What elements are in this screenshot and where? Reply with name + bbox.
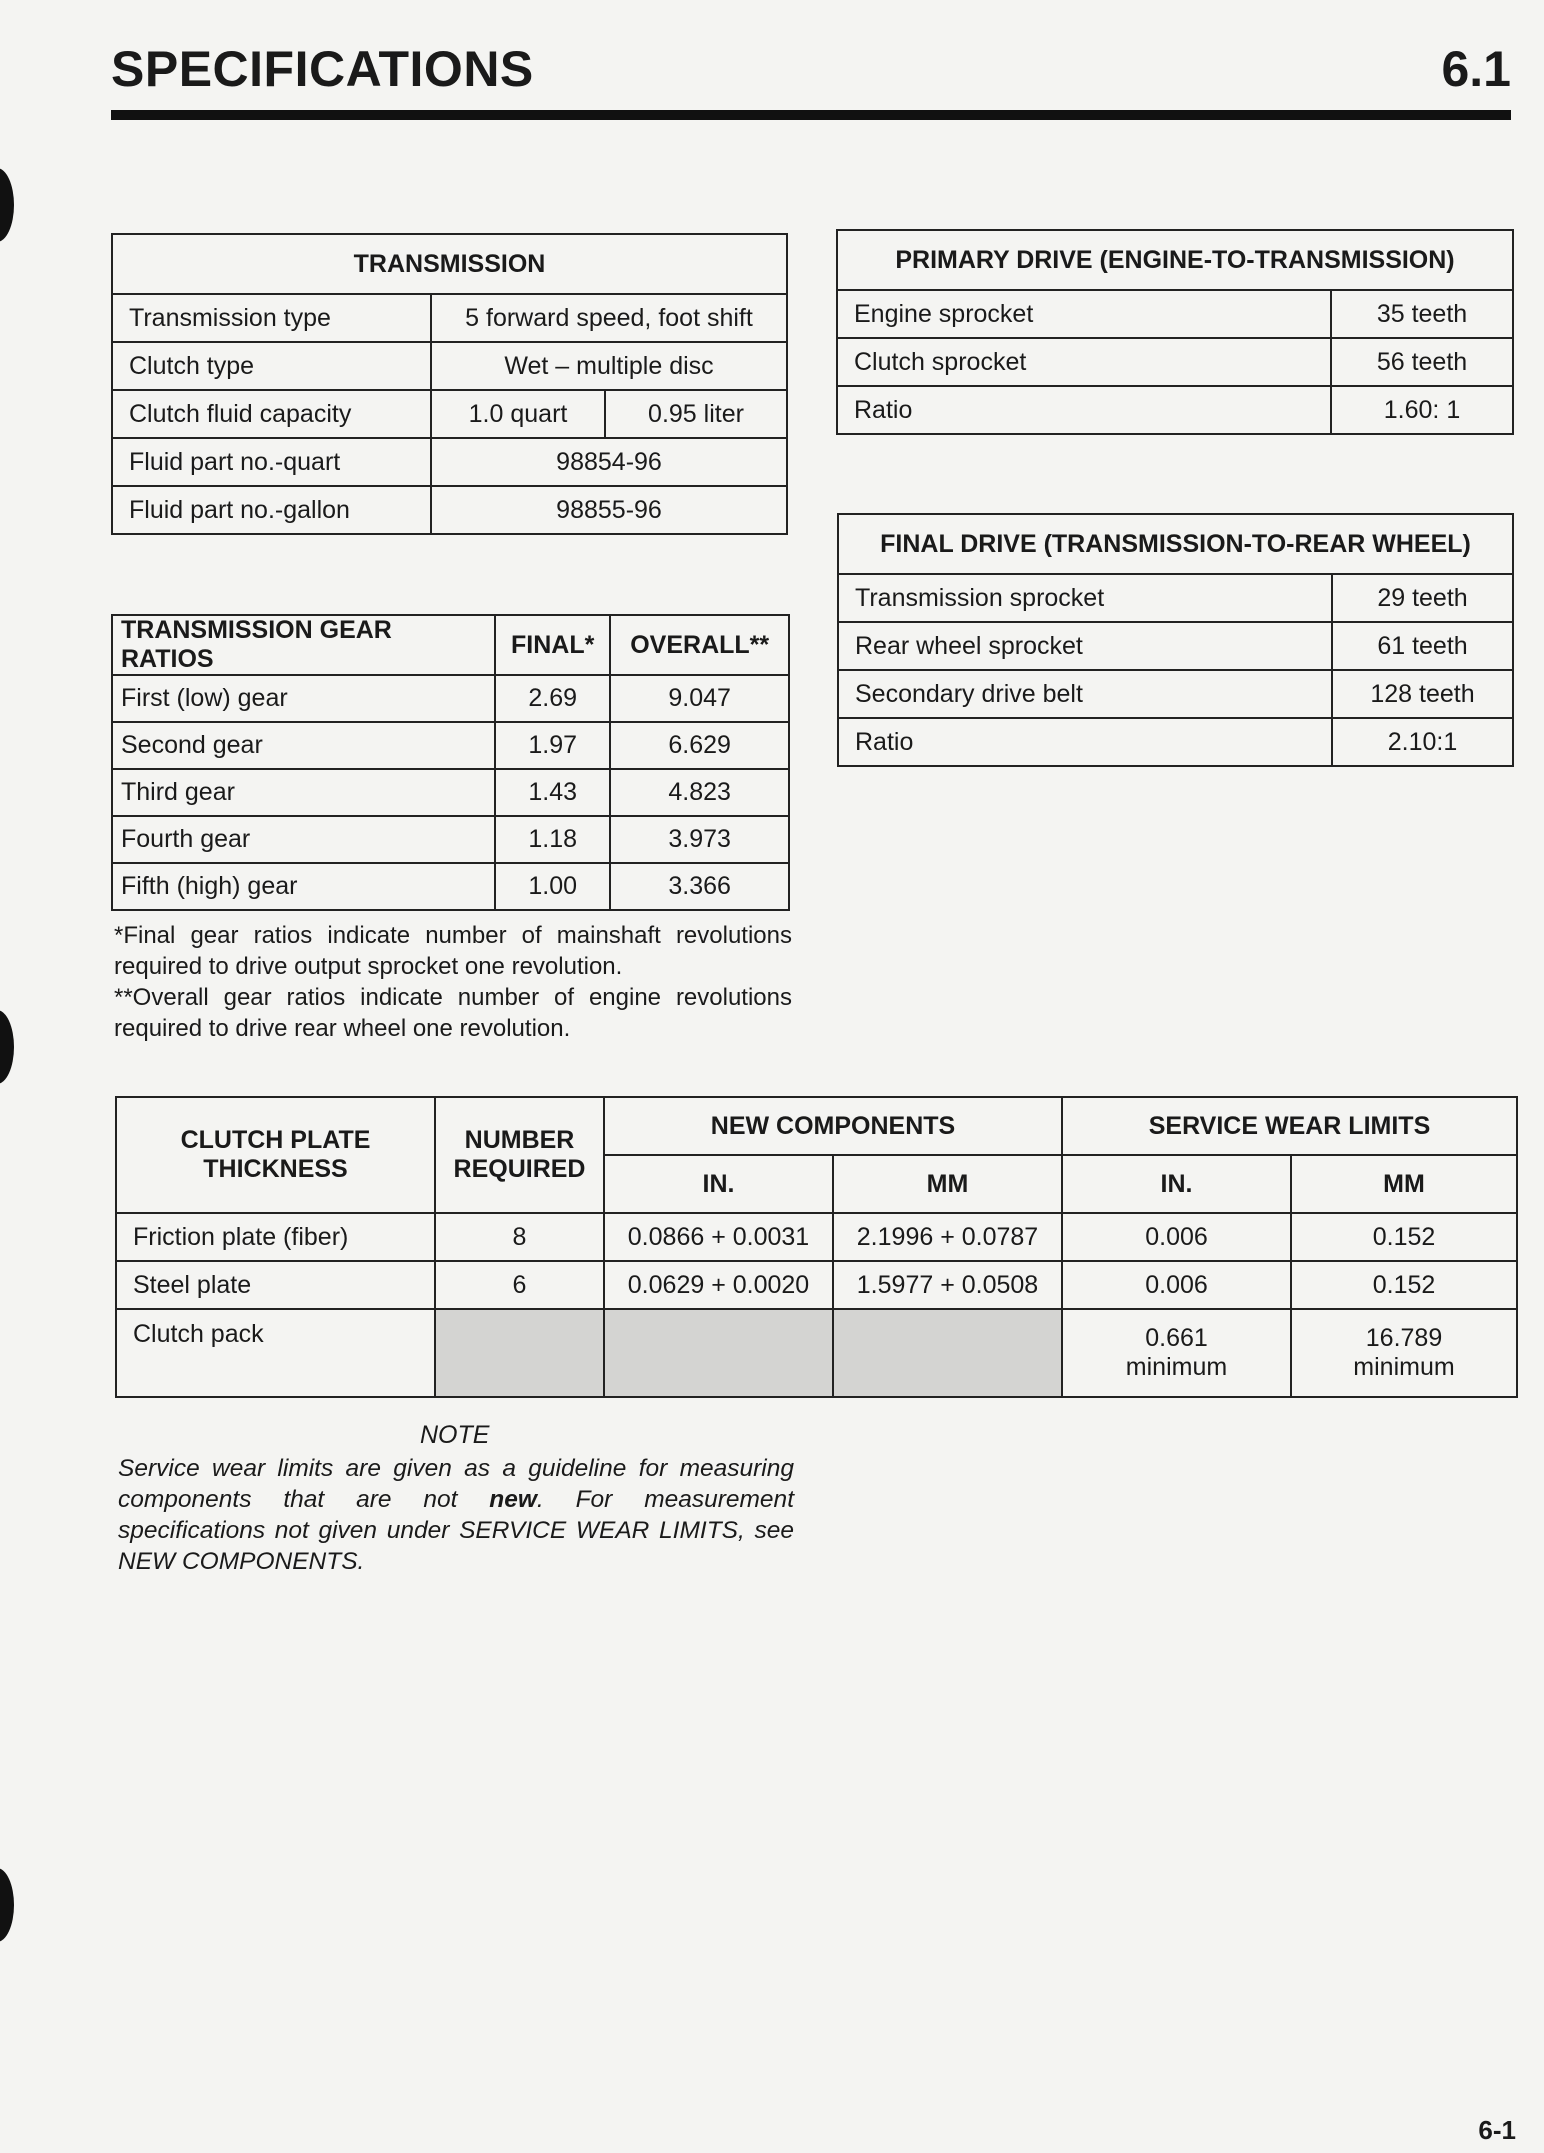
final-drive-table <box>837 513 1514 767</box>
limit-mm-value <box>1291 1309 1517 1397</box>
gear-ratio-table <box>111 614 790 911</box>
overall-ratio: 4.823 <box>610 769 789 816</box>
binder-hole-bottom <box>0 1868 14 1942</box>
limit-mm-value: 0.152 <box>1291 1261 1517 1309</box>
overall-ratio: 3.366 <box>610 863 789 910</box>
spec-value: 2.10:1 <box>1332 718 1513 766</box>
table-row <box>112 675 789 722</box>
plate-name: Steel plate <box>116 1261 435 1309</box>
limit-in-value: 0.006 <box>1062 1261 1291 1309</box>
limit-in-value <box>1062 1309 1291 1397</box>
final-ratio: 1.97 <box>495 722 610 769</box>
page-number: 6-1 <box>1478 2115 1516 2145</box>
spec-label: Engine sprocket <box>837 290 1331 338</box>
spec-label: Clutch type <box>112 342 431 390</box>
note-body <box>118 1453 794 1577</box>
table-row <box>112 438 787 486</box>
overall-ratio: 9.047 <box>610 675 789 722</box>
pack-limit-in: 0.661 <box>1145 1324 1208 1352</box>
plate-number: 6 <box>435 1261 604 1309</box>
spec-label: Fluid part no.-gallon <box>112 486 431 534</box>
footnote-overall: **Overall gear ratios indicate number of engine revolutions required to drive rear wheel one revolution. <box>114 984 792 1042</box>
table-row <box>112 486 787 534</box>
note-text: . For measurement specifications not given under SERVICE WEAR LIMITS, see NEW COMPONENTS. <box>118 1486 794 1575</box>
final-drive-title: FINAL DRIVE (TRANSMISSION-TO-REAR WHEEL) <box>838 514 1513 574</box>
spec-value: 56 teeth <box>1331 338 1513 386</box>
table-row <box>837 386 1513 434</box>
spec-label: Transmission sprocket <box>838 574 1332 622</box>
final-ratio: 1.43 <box>495 769 610 816</box>
plate-name: Clutch pack <box>116 1309 435 1397</box>
pack-limit-mm: 16.789 <box>1365 1324 1443 1352</box>
new-mm-header: MM <box>833 1155 1062 1213</box>
spec-label: Clutch sprocket <box>837 338 1331 386</box>
plate-number: 8 <box>435 1213 604 1261</box>
limit-in-value: 0.006 <box>1062 1213 1291 1261</box>
table-row <box>838 670 1513 718</box>
new-in-header: IN. <box>604 1155 833 1213</box>
final-ratio: 1.18 <box>495 816 610 863</box>
header-rule <box>111 110 1511 120</box>
spec-label: Ratio <box>838 718 1332 766</box>
spec-label: Fluid part no.-quart <box>112 438 431 486</box>
service-wear-limits-header: SERVICE WEAR LIMITS <box>1062 1097 1517 1155</box>
table-row <box>116 1261 1517 1309</box>
new-in-value: 0.0629 + 0.0020 <box>604 1261 833 1309</box>
table-row <box>112 294 787 342</box>
table-row <box>837 338 1513 386</box>
shaded-cell <box>604 1309 833 1397</box>
transmission-title: TRANSMISSION <box>112 234 787 294</box>
table-row <box>112 769 789 816</box>
new-components-header: NEW COMPONENTS <box>604 1097 1062 1155</box>
final-column-header: FINAL* <box>495 615 610 675</box>
table-row <box>837 290 1513 338</box>
overall-column-header: OVERALL** <box>610 615 789 675</box>
spec-value: 35 teeth <box>1331 290 1513 338</box>
table-row <box>838 718 1513 766</box>
new-mm-value: 2.1996 + 0.0787 <box>833 1213 1062 1261</box>
spec-value: Wet – multiple disc <box>431 342 787 390</box>
note-title: NOTE <box>420 1421 490 1449</box>
table-row <box>838 622 1513 670</box>
new-mm-value: 1.5977 + 0.0508 <box>833 1261 1062 1309</box>
table-row <box>112 816 789 863</box>
spec-label: Secondary drive belt <box>838 670 1332 718</box>
limit-mm-value: 0.152 <box>1291 1213 1517 1261</box>
number-header-line1: NUMBER <box>464 1126 575 1154</box>
table-row <box>112 863 789 910</box>
table-row <box>116 1213 1517 1261</box>
final-ratio: 2.69 <box>495 675 610 722</box>
table-row <box>112 722 789 769</box>
final-ratio: 1.00 <box>495 863 610 910</box>
spec-label: Clutch fluid capacity <box>112 390 431 438</box>
gear-label: First (low) gear <box>112 675 495 722</box>
limit-mm-header: MM <box>1291 1155 1517 1213</box>
overall-ratio: 3.973 <box>610 816 789 863</box>
number-required-header <box>435 1097 604 1213</box>
shaded-cell <box>435 1309 604 1397</box>
spec-label: Transmission type <box>112 294 431 342</box>
primary-drive-title: PRIMARY DRIVE (ENGINE-TO-TRANSMISSION) <box>837 230 1513 290</box>
clutch-plate-header-line2: THICKNESS <box>203 1155 348 1183</box>
plate-name: Friction plate (fiber) <box>116 1213 435 1261</box>
spec-value: 98854-96 <box>431 438 787 486</box>
spec-value-metric: 0.95 liter <box>605 390 787 438</box>
note-text: Service wear limits are given as a guideline for measuring components that are not <box>118 1455 794 1513</box>
binder-hole-middle <box>0 1010 14 1084</box>
footnote-final: *Final gear ratios indicate number of mainshaft revolutions required to drive output sprocket one revolution. <box>114 922 792 980</box>
page-title: SPECIFICATIONS <box>111 41 534 97</box>
shaded-cell <box>833 1309 1062 1397</box>
spec-value: 5 forward speed, foot shift <box>431 294 787 342</box>
transmission-table <box>111 233 788 535</box>
limit-in-header: IN. <box>1062 1155 1291 1213</box>
clutch-plate-header <box>116 1097 435 1213</box>
pack-limit-qualifier: minimum <box>1353 1353 1455 1381</box>
gear-label: Fifth (high) gear <box>112 863 495 910</box>
gear-column-header: TRANSMISSION GEAR RATIOS <box>112 615 495 675</box>
note-emphasis: new <box>489 1486 537 1513</box>
clutch-plate-table <box>115 1096 1518 1398</box>
spec-value: 98855-96 <box>431 486 787 534</box>
spec-value-us: 1.0 quart <box>431 390 605 438</box>
spec-value: 29 teeth <box>1332 574 1513 622</box>
spec-value: 61 teeth <box>1332 622 1513 670</box>
spec-label: Ratio <box>837 386 1331 434</box>
table-row <box>112 390 787 438</box>
table-row <box>116 1309 1517 1397</box>
gear-label: Fourth gear <box>112 816 495 863</box>
spec-value: 1.60: 1 <box>1331 386 1513 434</box>
new-in-value: 0.0866 + 0.0031 <box>604 1213 833 1261</box>
section-number: 6.1 <box>1441 41 1511 97</box>
clutch-plate-header-line1: CLUTCH PLATE <box>180 1126 371 1154</box>
spec-value: 128 teeth <box>1332 670 1513 718</box>
table-row <box>112 342 787 390</box>
binder-hole-top <box>0 168 14 242</box>
primary-drive-table <box>836 229 1514 435</box>
overall-ratio: 6.629 <box>610 722 789 769</box>
page-header <box>111 40 1511 120</box>
table-row <box>838 574 1513 622</box>
pack-limit-qualifier: minimum <box>1125 1353 1228 1381</box>
gear-label: Second gear <box>112 722 495 769</box>
number-header-line2: REQUIRED <box>453 1155 586 1183</box>
spec-label: Rear wheel sprocket <box>838 622 1332 670</box>
gear-label: Third gear <box>112 769 495 816</box>
